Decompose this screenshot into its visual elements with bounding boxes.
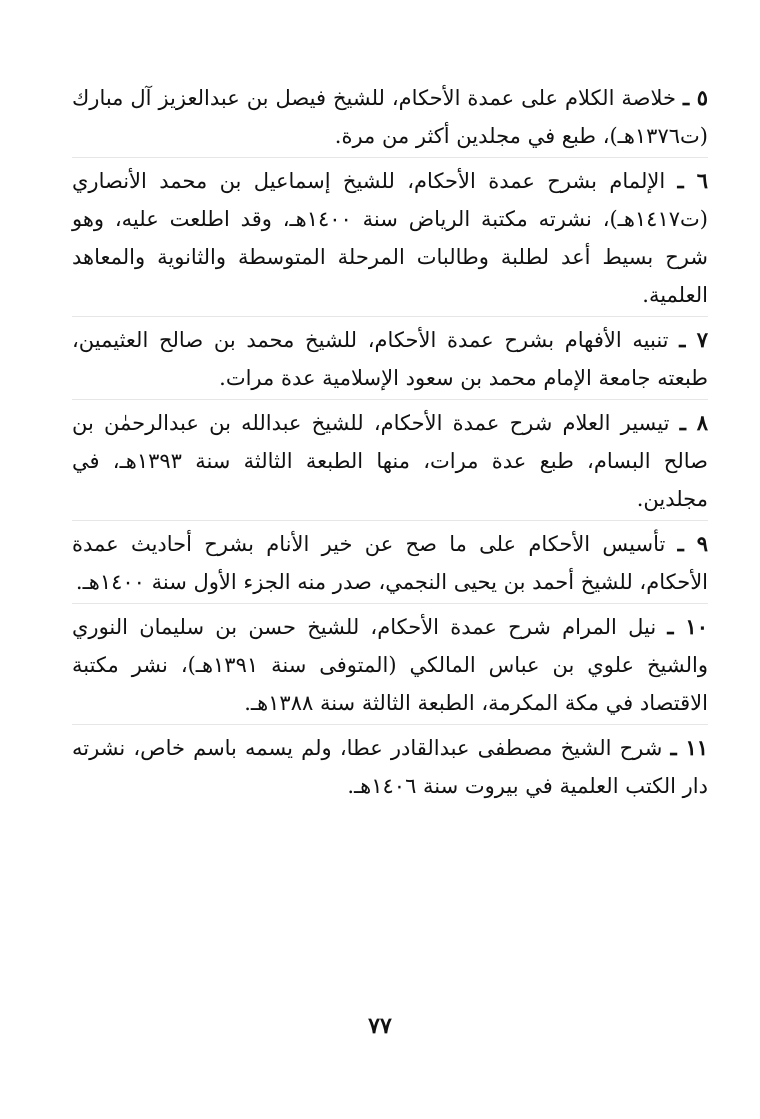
bibliography-entry-6 bbox=[72, 157, 708, 314]
bibliography-entry-7 bbox=[72, 316, 708, 397]
bibliography-entry-10 bbox=[72, 603, 708, 722]
entry-number: ٦ ـ bbox=[677, 168, 708, 193]
entry-text: نيل المرام شرح عمدة الأحكام، للشيخ حسن بن سليمان النوري والشيخ علوي بن عباس المالكي (المتوفى سنة ١٣٩١هـ)، نشر مكتبة الاقتصاد في مكة المكرمة، الطبعة الثالثة سنة ١٣٨٨هـ. bbox=[72, 615, 708, 715]
entry-number: ٥ ـ bbox=[682, 85, 708, 110]
bibliography-entry-11 bbox=[72, 724, 708, 805]
entry-text: شرح الشيخ مصطفى عبدالقادر عطا، ولم يسمه باسم خاص، نشرته دار الكتب العلمية في بيروت سنة ١٤٠٦هـ. bbox=[72, 736, 708, 798]
entry-text: تيسير العلام شرح عمدة الأحكام، للشيخ عبدالله بن عبدالرحمٰن بن صالح البسام، طبع عدة مرات، منها الطبعة الثالثة سنة ١٣٩٣هـ، في مجلدين. bbox=[72, 411, 708, 511]
bibliography-entry-8 bbox=[72, 399, 708, 518]
entry-text: خلاصة الكلام على عمدة الأحكام، للشيخ فيصل بن عبدالعزيز آل مبارك (ت١٣٧٦هـ)، طبع في مجلدين أكثر من مرة. bbox=[72, 86, 708, 148]
page-number: ٧٧ bbox=[368, 1013, 392, 1039]
entry-number: ١١ ـ bbox=[670, 735, 708, 760]
entry-number: ٩ ـ bbox=[677, 531, 708, 556]
entry-number: ٨ ـ bbox=[679, 410, 708, 435]
entry-text: الإلمام بشرح عمدة الأحكام، للشيخ إسماعيل بن محمد الأنصاري (ت١٤١٧هـ)، نشرته مكتبة الرياض سنة ١٤٠٠هـ، وقد اطلعت عليه، وهو شرح بسيط أعد لطلبة وطالبات المرحلة المتوسطة والثانوية والمعاهد العلمية. bbox=[72, 169, 708, 307]
bibliography-entry-9 bbox=[72, 520, 708, 601]
entry-text: تأسيس الأحكام على ما صح عن خير الأنام بشرح أحاديث عمدة الأحكام، للشيخ أحمد بن يحيى النجمي، صدر منه الجزء الأول سنة ١٤٠٠هـ. bbox=[72, 532, 708, 594]
bibliography-entry-5 bbox=[72, 74, 708, 155]
entry-number: ٧ ـ bbox=[679, 327, 708, 352]
bibliography-list bbox=[72, 74, 708, 807]
entry-text: تنبيه الأفهام بشرح عمدة الأحكام، للشيخ محمد بن صالح العثيمين، طبعته جامعة الإمام محمد بن سعود الإسلامية عدة مرات. bbox=[72, 328, 708, 390]
entry-number: ١٠ ـ bbox=[667, 614, 708, 639]
